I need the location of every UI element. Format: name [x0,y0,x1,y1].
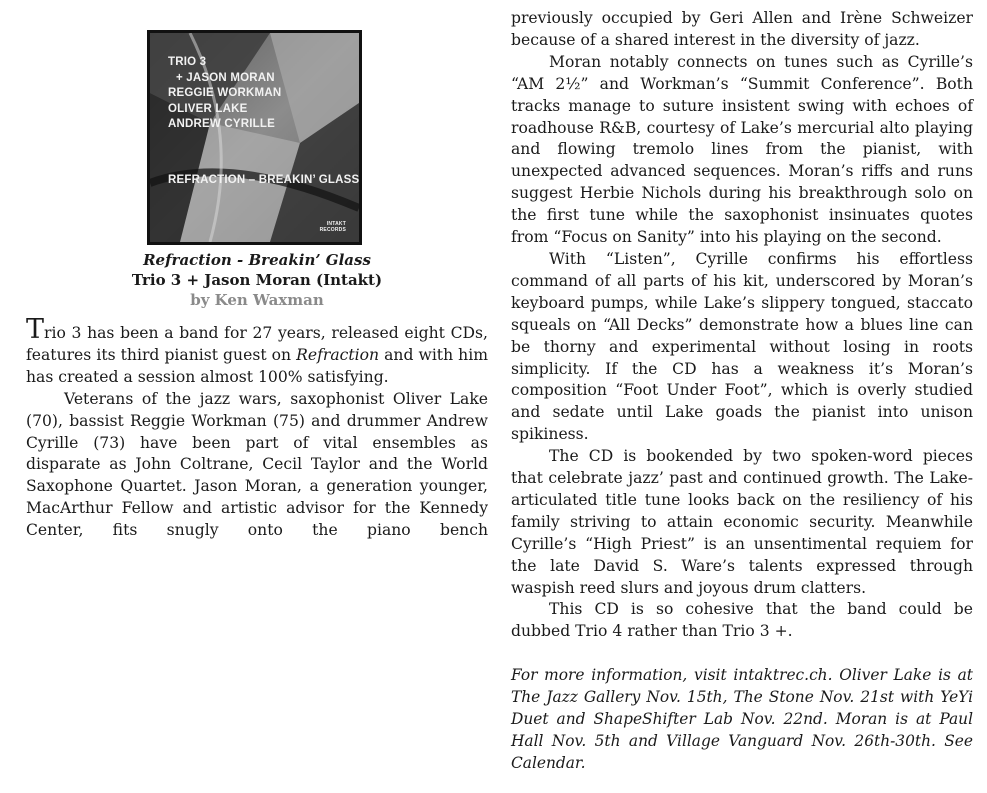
review-caption [26,250,488,310]
more-info-note: For more information, visit intaktrec.ch. Oliver Lake is at The Jazz Gallery Nov. 15th, The Stone Nov. 21st with YeYi Duet and ShapeShifter Lab Nov. 22nd. Moran is at Paul Hall Nov. 5th and Village Vanguard Nov. 26th-30th. See Calendar. [511,666,973,772]
paragraph-3: Moran notably connects on tunes such as Cyrille’s “AM 2½” and Workman’s “Summit Conference”. Both tracks manage to suture insistent swing with echoes of roadhouse R&B, courtesy of Lake’s mercurial alto playing and flowing tremolo lines from the pianist, with unexpected advanced sequences. Moran’s riffs and runs suggest Herbie Nichols during his breakthrough solo on the first tune while the saxophonist insinuates quotes from “Focus on Sanity” into his playing on the second. [511,52,973,247]
paragraph-2: Veterans of the jazz wars, saxophonist Oliver Lake (70), bassist Reggie Workman (75) and drummer Andrew Cyrille (73) have been part of vital ensembles as disparate as John Coltrane, Cecil Taylor and the World Saxophone Quartet. Jason Moran, a generation younger, MacArthur Fellow and artistic advisor for the Kennedy Center, fits snugly onto the piano bench [26,389,488,540]
paragraph-5: The CD is bookended by two spoken-word pieces that celebrate jazz’ past and continued growth. The Lake-articulated title tune looks back on the resiliency of his family striving to attain economic security. Meanwhile Cyrille’s “High Priest” is an unsentimental requiem for the late David S. Ware’s talents expressed through waspish reed slurs and joyous drum clatters. [511,447,973,597]
cover-name-line: TRIO 3 [168,56,207,68]
cover-album-title: REFRACTION – BREAKIN’ GLASS [168,174,360,186]
album-cover-image [147,30,362,245]
article-body-left [26,314,488,542]
cover-name-line: ANDREW CYRILLE [168,118,275,130]
cover-record-label [320,221,346,233]
byline: by Ken Waxman [190,291,324,309]
paragraph-1 [26,314,488,389]
album-title-inline: Refraction [296,345,380,364]
article-body-right [511,8,973,790]
album-title: Refraction - Breakin’ Glass [143,251,371,269]
paragraph-1-text-a: rio 3 has been a band for 27 years, released eight CDs, features its third pianist guest on [26,324,488,364]
cover-name-line: OLIVER LAKE [168,102,248,115]
paragraph-2-continued: previously occupied by Geri Allen and Irène Schweizer because of a shared interest in the diversity of jazz. [511,9,973,49]
drop-cap: T [26,314,45,345]
cover-label-line: INTAKT [326,221,346,227]
cover-name-line: REGGIE WORKMAN [168,87,282,99]
cover-label-line: RECORDS [319,227,346,233]
paragraph-6: This CD is so cohesive that the band could be dubbed Trio 4 rather than Trio 3 +. [511,600,973,641]
cover-name-line: + JASON MORAN [176,71,275,84]
paragraph-4: With “Listen”, Cyrille confirms his effortless command of all parts of his kit, underscored by Moran’s keyboard pumps, while Lake’s slippery tongued, staccato squeals on “All Decks” demonstrate how a blues line can be thorny and experimental without losing in roots simplicity. If the CD has a weakness it’s Moran’s composition “Foot Under Foot”, which is overly studied and sedate until Lake goads the pianist into unison spikiness. [511,249,973,444]
artist-and-label: Trio 3 + Jason Moran (Intakt) [131,271,383,289]
paragraph-1-text-b: and with him has created a session almost 100% satisfying. [26,345,488,386]
cover-artist-names [168,55,281,133]
